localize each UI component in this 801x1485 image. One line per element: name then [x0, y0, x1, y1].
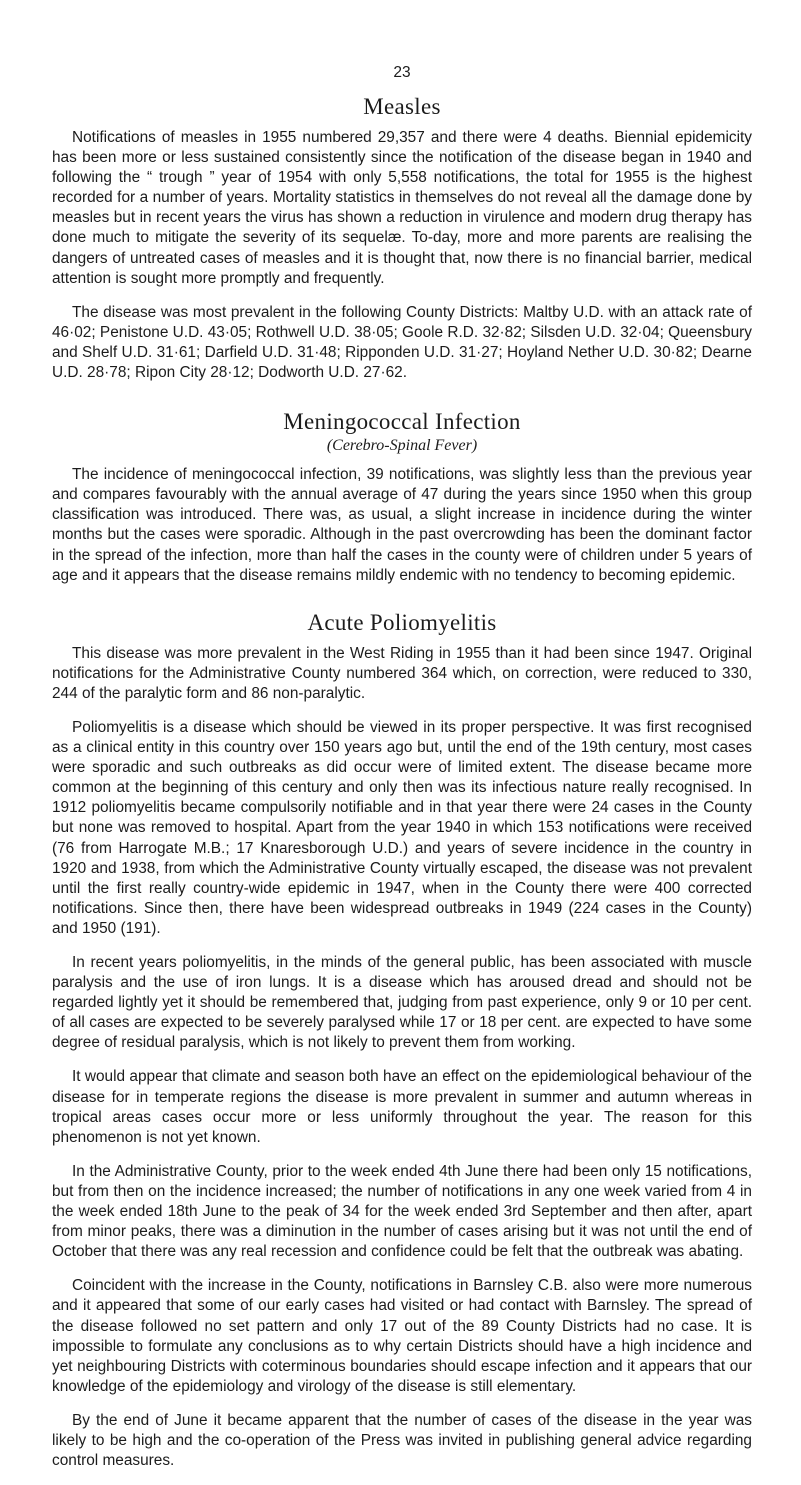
- measles-paragraph-2: The disease was most prevalent in the following County Districts: Maltby U.D. with an attack rate of 46·02; Penistone U.D. 43·05; Rothwell U.D. 38·05; Goole R.D. 32·82; Silsden U.D. 32·04; Queensbury and Shelf U.D. 31·61; Darfield U.D. 31·48; Ripponden U.D. 31·27; Hoyland Nether U.D. 30·82; Dearne U.D. 28·78; Ripon City 28·12; Dodworth U.D. 27·62.: [52, 303, 752, 382]
- polio-paragraph-2: Poliomyelitis is a disease which should be viewed in its proper perspective. It was first recognised as a clinical entity in this country over 150 years ago but, until the end of the 19th century, most cases were sporadic and such outbreaks as did occur were of limited extent. The disease became more common at the beginning of this century and only then was its infectious nature really recognised. In 1912 poliomyelitis became compulsorily notifiable and in that year there were 24 cases in the County but none was removed to hospital. Apart from the year 1940 in which 153 notifications were received (76 from Harrogate M.B.; 17 Knaresborough U.D.) and years of severe incidence in the country in 1920 and 1938, from which the Administrative County virtually escaped, the disease was not prevalent until the first really country-wide epidemic in 1947, when in the County there were 400 corrected notifications. Since then, there have been widespread outbreaks in 1949 (224 cases in the County) and 1950 (191).: [52, 718, 752, 937]
- polio-paragraph-1: This disease was more prevalent in the West Riding in 1955 than it had been since 1947. Original notifications for the Administrative County numbered 364 which, on correction, were reduced to 330, 244 of the paralytic form and 86 non-paralytic.: [52, 644, 752, 702]
- polio-paragraph-7: By the end of June it became apparent that the number of cases of the disease in the year was likely to be high and the co-operation of the Press was invited in publishing general advice regarding control measures.: [52, 1411, 752, 1470]
- polio-paragraph-5: In the Administrative County, prior to the week ended 4th June there had been only 15 notifications, but from then on the incidence increased; the number of notifications in any one week varied from 4 in the week ended 18th June to the peak of 34 for the week ended 3rd September and then after, apart from minor peaks, there was a diminution in the number of cases arising but it was not until the end of October that there was any real recession and confidence could be felt that the outbreak was abating.: [52, 1162, 752, 1261]
- subheading-cerebro-spinal: (Cerebro-Spinal Fever): [326, 437, 478, 455]
- meningococcal-paragraph-1: The incidence of meningococcal infection, 39 notifications, was slightly less than the previous year and compares favourably with the annual average of 47 during the years since 1950 when this group classification was introduced. There was, as usual, a slight increase in incidence during the winter months but the cases were sporadic. Although in the past overcrowding has been the dominant factor in the spread of the infection, more than half the cases in the county were of children under 5 years of age and it appears that the disease remains mildly endemic with no tendency to becoming epidemic.: [52, 466, 752, 584]
- document-page: [52, 0, 752, 1485]
- measles-paragraph-1: Notifications of measles in 1955 numbered 29,357 and there were 4 deaths. Biennial epidemicity has been more or less sustained consistently since the notification of the disease began in 1940 and following the “ trough ” year of 1954 with only 5,558 notifications, the total for 1955 is the highest recorded for a number of years. Mortality statistics in themselves do not reveal all the damage done by measles but in recent years the virus has shown a reduction in virulence and modern drug therapy has done much to mitigate the severity of its sequelæ. To-day, more and more parents are realising the dangers of untreated cases of measles and it is thought that, now there is no financial barrier, medical attention is sought more promptly and frequently.: [52, 129, 752, 287]
- heading-measles: Measles: [363, 94, 441, 119]
- polio-paragraph-6: Coincident with the increase in the County, notifications in Barnsley C.B. also were more numerous and it appeared that some of our early cases had visited or had contact with Barnsley. The spread of the disease followed no set pattern and only 17 out of the 89 County Districts had no case. It is impossible to formulate any conclusions as to why certain Districts should have a high incidence and yet neighbouring Districts with coterminous boundaries should escape infection and it appears that our knowledge of the epidemiology and virology of the disease is still elementary.: [52, 1277, 752, 1395]
- heading-poliomyelitis: Acute Poliomyelitis: [307, 609, 497, 635]
- page-number: 23: [393, 64, 411, 81]
- polio-paragraph-4: It would appear that climate and season both have an effect on the epidemiological behaviour of the disease for in temperate regions the disease is more prevalent in summer and autumn whereas in tropical areas cases occur more or less uniformly throughout the year. The reason for this phenomenon is not yet known.: [52, 1068, 752, 1146]
- heading-meningococcal: Meningococcal Infection: [283, 409, 521, 435]
- polio-paragraph-3: In recent years poliomyelitis, in the minds of the general public, has been associated with muscle paralysis and the use of iron lungs. It is a disease which has aroused dread and should not be regarded lightly yet it should be remembered that, judging from past experience, only 9 or 10 per cent. of all cases are expected to be severely paralysed while 17 or 18 per cent. are expected to have some degree of residual paralysis, which is not likely to prevent them from working.: [52, 954, 752, 1052]
